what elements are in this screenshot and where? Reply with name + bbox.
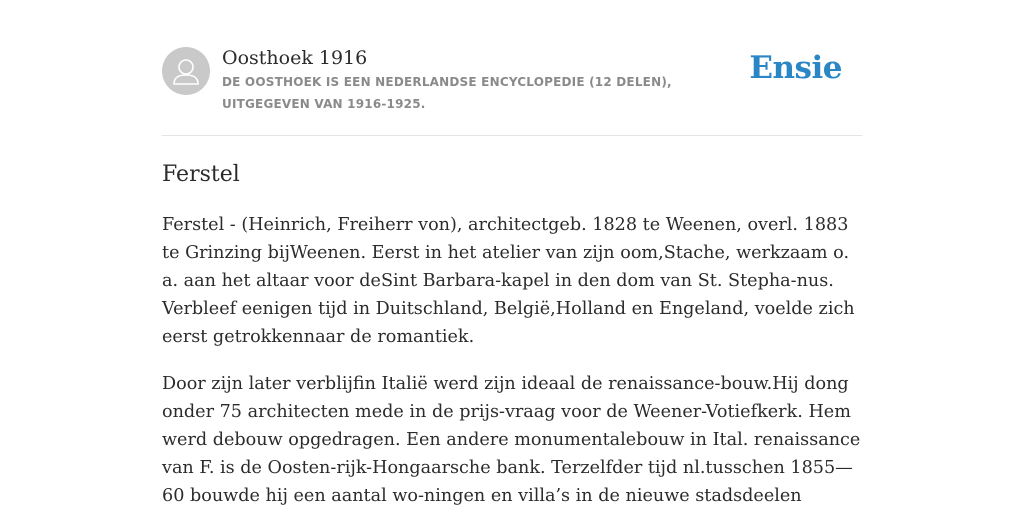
entry-title: Ferstel (162, 162, 240, 187)
entry-paragraph: Ferstel - (Heinrich, Freiherr von), architectgeb. 1828 te Weenen, overl. 1883 te Grinzing bijWeenen. Eerst in het atelier van zijn oom,Stache, werkzaam o. a. aan het altaar voor deSint Barbara-kapel in den dom van St. Stepha-nus. Verbleef eenigen tijd in Duitschland, België,Holland en Engeland, voelde zich eerst getrokkennaar de romantiek. (162, 215, 855, 347)
source-header (162, 0, 862, 136)
entry-paragraph: Door zijn later verblijfin Italië werd zijn ideaal de renaissance-bouw.Hij dong onder 75 architecten mede in de prijs-vraag voor de Weener-Votiefkerk. Hem werd debouw opgedragen. Een andere monumentalebouw in Ital. renaissance van F. is de Oosten-rijk-Hongaarsche bank. Terzelfder tijd nl.tusschen 1855—60 bouwde hij een aantal wo-ningen en villa’s in de nieuwe stadsdeelen (162, 374, 861, 506)
entry-body (162, 211, 862, 529)
source-title[interactable]: Oosthoek 1916 (222, 47, 368, 69)
source-description: DE OOSTHOEK IS EEN NEDERLANDSE ENCYCLOPEDIE (12 DELEN), UITGEGEVEN VAN 1916-1925. (222, 75, 672, 111)
user-silhouette-icon (162, 47, 210, 95)
source-avatar[interactable] (162, 47, 210, 95)
ensie-logo[interactable]: Ensie (749, 50, 842, 86)
source-info (222, 45, 762, 115)
page (162, 0, 862, 506)
